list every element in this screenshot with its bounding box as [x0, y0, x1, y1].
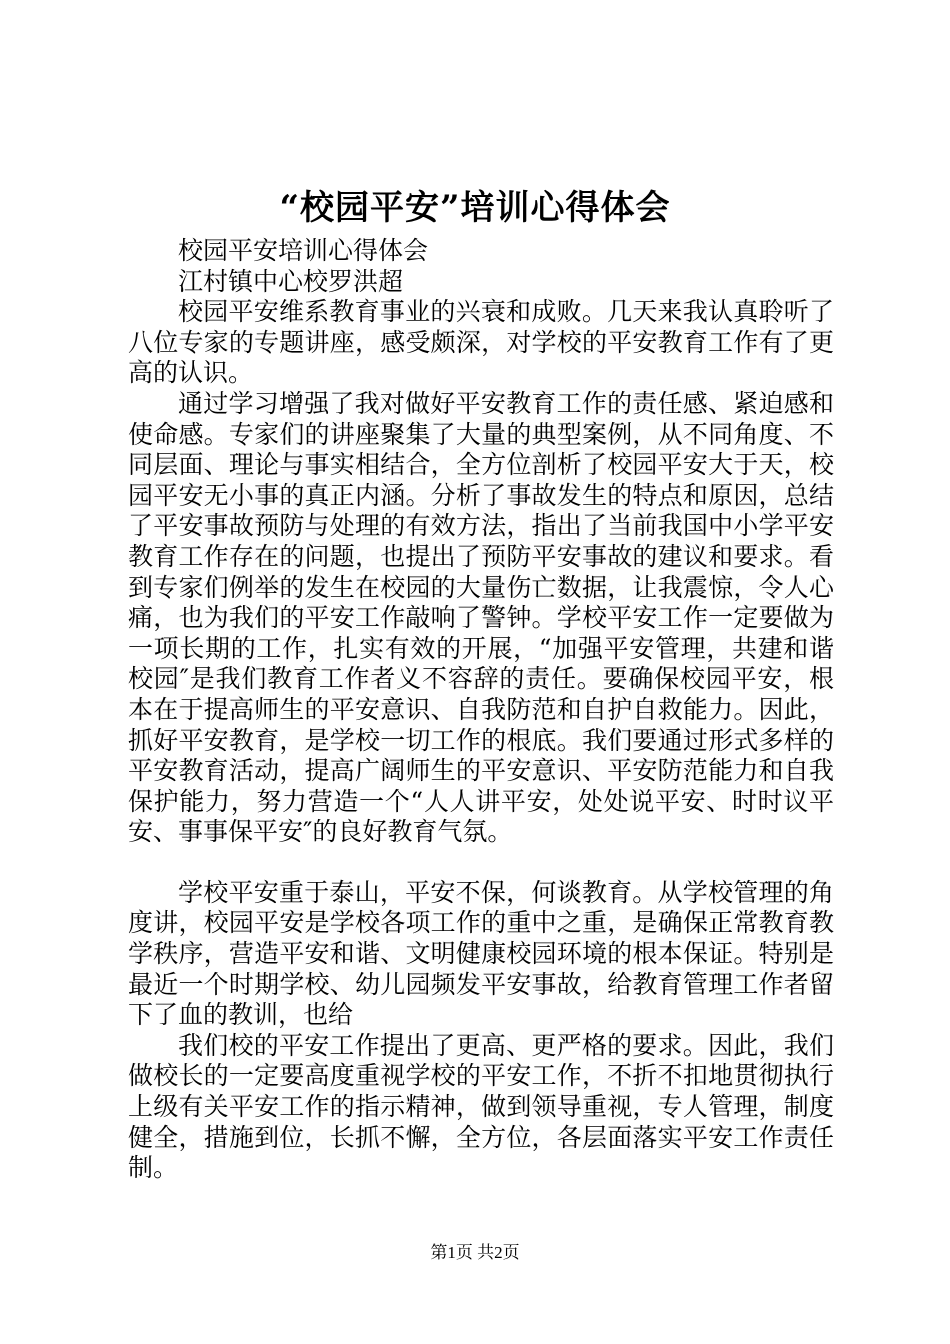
- paragraph-gap: [128, 848, 834, 878]
- paragraph-author: 江村镇中心校罗洪超: [178, 266, 404, 296]
- paragraph-requirements: 我们校的平安工作提出了更高、更严格的要求。因此，我们做校长的一定要高度重视学校的平安工作，不折不扣地贯彻执行上级有关平安工作的指示精神，做到领导重视，专人管理，制度健全，措施到位，长抓不懈，全方位，各层面落实平安工作责任制。: [128, 1030, 834, 1183]
- page-footer: 第1页 共2页: [430, 1243, 520, 1262]
- paragraph-intro: 校园平安维系教育事业的兴衰和成败。几天来我认真聆听了八位专家的专题讲座，感受颇深，对学校的平安教育工作有了更高的认识。: [128, 297, 834, 388]
- document-title: “校园平安”培训心得体会: [279, 188, 671, 228]
- document-body: [128, 236, 834, 1184]
- paragraph-subtitle: 校园平安培训心得体会: [178, 236, 429, 265]
- paragraph-importance: 学校平安重于泰山，平安不保，何谈教育。从学校管理的角度讲，校园平安是学校各项工作的重中之重，是确保正常教育教学秩序，营造平安和谐、文明健康校园环境的根本保证。特别是最近一个时期学校、幼儿园频发平安事故，给教育管理工作者留下了血的教训，也给: [128, 877, 834, 1030]
- paragraph-responsibility: 通过学习增强了我对做好平安教育工作的责任感、紧迫感和使命感。专家们的讲座聚集了大量的典型案例，从不同角度、不同层面、理论与事实相结合，全方位剖析了校园平安大于天，校园平安无小事的真正内涵。分析了事故发生的特点和原因，总结了平安事故预防与处理的有效方法，指出了当前我国中小学平安教育工作存在的问题，也提出了预防平安事故的建议和要求。看到专家们例举的发生在校园的大量伤亡数据，让我震惊，令人心痛，也为我们的平安工作敲响了警钟。学校平安工作一定要做为一项长期的工作，扎实有效的开展，“加强平安管理，共建和谐校园″是我们教育工作者义不容辞的责任。要确保校园平安，根本在于提高师生的平安意识、自我防范和自护自救能力。因此，抓好平安教育，是学校一切工作的根底。我们要通过形式多样的平安教育活动，提高广阔师生的平安意识、平安防范能力和自我保护能力，努力营造一个“人人讲平安，处处说平安、时时议平安、事事保平安″的良好教育气氛。: [128, 388, 834, 847]
